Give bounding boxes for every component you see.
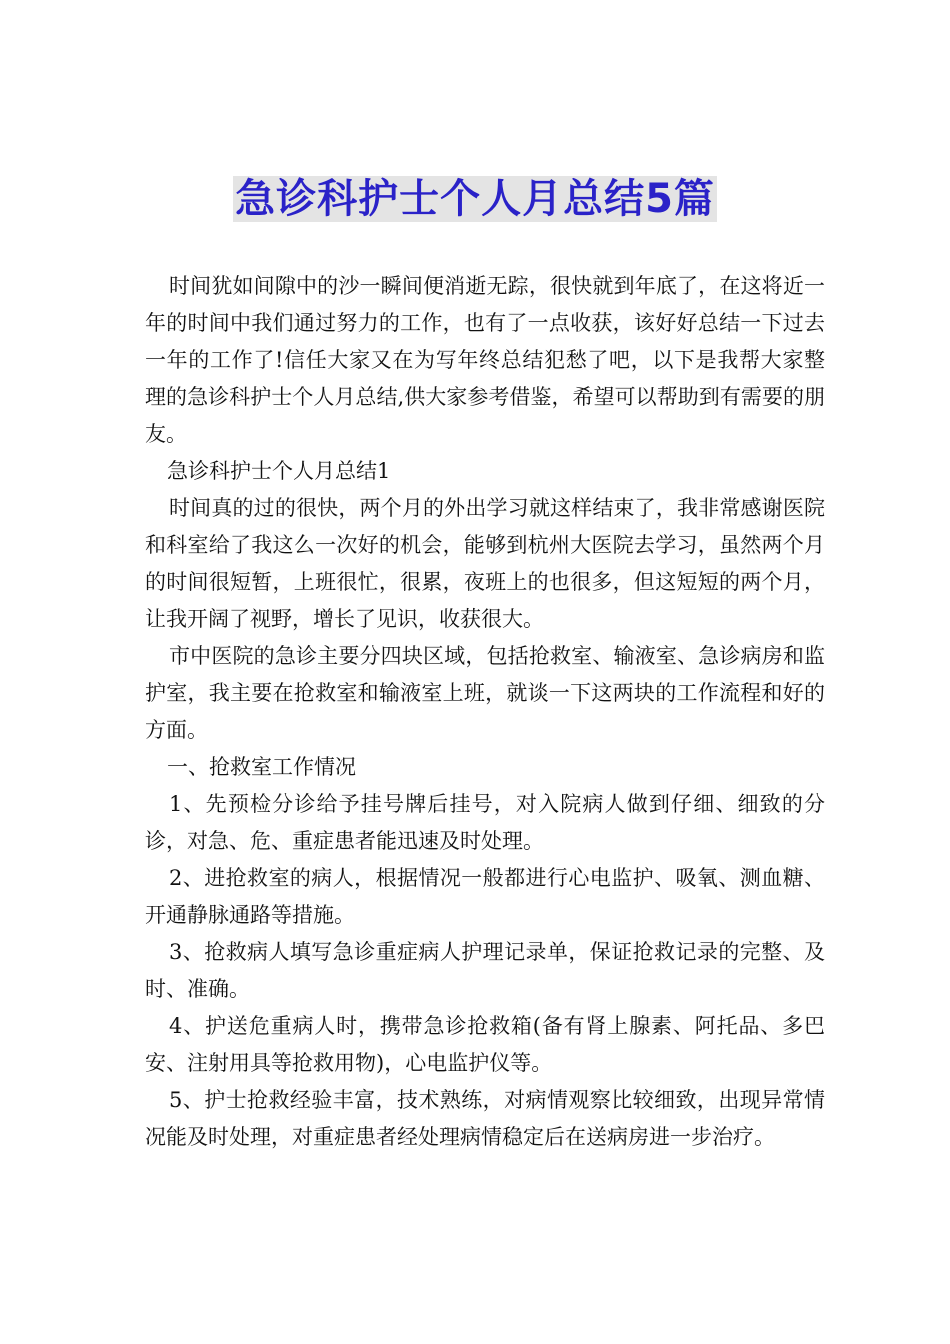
list-item: 3、抢救病人填写急诊重症病人护理记录单，保证抢救记录的完整、及时、准确。 — [145, 940, 825, 1001]
body-paragraph: 市中医院的急诊主要分四块区域，包括抢救室、输液室、急诊病房和监护室，我主要在抢救室和输液室上班，就谈一下这两块的工作流程和好的方面。 — [145, 644, 825, 742]
body-paragraph: 时间真的过的很快，两个月的外出学习就这样结束了，我非常感谢医院和科室给了我这么一次好的机会，能够到杭州大医院去学习，虽然两个月的时间很短暂，上班很忙，很累，夜班上的也很多，但这短短的两个月，让我开阔了视野，增长了见识，收获很大。 — [145, 496, 825, 631]
document-title: 急诊科护士个人月总结5篇 — [235, 176, 715, 222]
section-heading: 急诊科护士个人月总结1 — [167, 459, 391, 483]
list-item: 2、进抢救室的病人，根据情况一般都进行心电监护、吸氧、测血糖、开通静脉通路等措施。 — [145, 866, 825, 927]
intro-paragraph: 时间犹如间隙中的沙一瞬间便消逝无踪，很快就到年底了，在这将近一年的时间中我们通过努力的工作，也有了一点收获，该好好总结一下过去一年的工作了!信任大家又在为写年终总结犯愁了吧，以下是我帮大家整理的急诊科护士个人月总结,供大家参考借鉴，希望可以帮助到有需要的朋友。 — [145, 274, 825, 446]
document-body — [145, 268, 825, 1156]
list-item: 4、护送危重病人时，携带急诊抢救箱(备有肾上腺素、阿托品、多巴安、注射用具等抢救用物)，心电监护仪等。 — [145, 1014, 825, 1075]
list-item: 1、先预检分诊给予挂号牌后挂号，对入院病人做到仔细、细致的分诊，对急、危、重症患者能迅速及时处理。 — [145, 792, 825, 853]
subsection-heading: 一、抢救室工作情况 — [167, 755, 356, 779]
list-item: 5、护士抢救经验丰富，技术熟练，对病情观察比较细致，出现异常情况能及时处理，对重症患者经处理病情稳定后在送病房进一步治疗。 — [145, 1088, 825, 1149]
title-container — [0, 176, 950, 222]
